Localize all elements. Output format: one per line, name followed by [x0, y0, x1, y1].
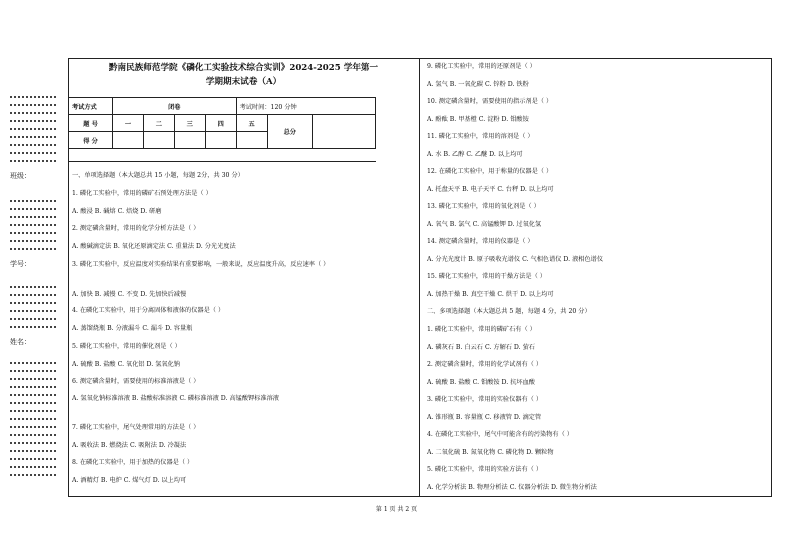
dotted-line: [10, 216, 56, 218]
exam-mode-label: 考试方式: [69, 98, 113, 115]
dotted-line: [10, 326, 56, 328]
answer-options: A. 化学分析法 B. 物理分析法 C. 仪器分析法 D. 微生物分析法: [427, 484, 597, 491]
answer-options: A. 蒸馏烧瓶 B. 分液漏斗 C. 漏斗 D. 容量瓶: [72, 325, 193, 332]
dotted-line: [10, 144, 56, 146]
question-no-label: 题 号: [69, 115, 113, 132]
dotted-line: [10, 310, 56, 312]
dotted-line: [10, 96, 56, 98]
dotted-line: [10, 160, 56, 162]
answer-options: A. 二氧化硫 B. 氮氧化物 C. 磷化物 D. 颗粒物: [427, 449, 554, 456]
dotted-line: [10, 240, 56, 242]
answer-options: A. 吸收法 B. 燃烧法 C. 吸附法 D. 冷凝法: [72, 442, 187, 449]
score-cell-2[interactable]: [143, 132, 174, 149]
question-text: 3. 磷化工实验中，反应温度对实验结果有重要影响，一般来说，反应温度升高，反应速率（ ）: [72, 261, 330, 268]
question-text: 5. 磷化工实验中，常用的实验方法有（ ）: [427, 466, 543, 473]
column-divider: [419, 58, 420, 497]
answer-options: A. 氧气 B. 氯气 C. 高锰酸钾 D. 过氧化氢: [427, 221, 542, 228]
exam-mode-value: 闭卷: [113, 98, 237, 115]
binding-margin: [0, 0, 66, 549]
question-text: 8. 在磷化工实验中，用于加热的仪器是（ ）: [72, 459, 194, 466]
question-text: 6. 测定磷含量时，需要使用的标准溶液是（ ）: [72, 378, 200, 385]
answer-options: A. 水 B. 乙醇 C. 乙醚 D. 以上均可: [427, 151, 523, 158]
total-score-cell[interactable]: [313, 115, 376, 149]
section-separator: [68, 161, 376, 162]
exam-title-line-1: 黔南民族师范学院《磷化工实验技术综合实训》2024-2025 学年第一: [108, 63, 379, 73]
question-text: 7. 磷化工实验中，尾气处理常用的方法是（ ）: [72, 424, 200, 431]
dotted-line: [10, 442, 56, 444]
question-text: 5. 磷化工实验中，常用的催化剂是（ ）: [72, 343, 181, 350]
exam-info-table: [68, 97, 376, 149]
dotted-line: [10, 426, 56, 428]
answer-options: A. 硫酸 B. 盐酸 C. 氧化铝 D. 氢氧化钠: [72, 361, 180, 368]
answer-options: A. 加热干燥 B. 真空干燥 C. 烘干 D. 以上均可: [427, 291, 554, 298]
answer-options: A. 分光光度计 B. 原子吸收光谱仪 C. 气相色谱仪 D. 液相色谱仪: [427, 256, 604, 263]
name-label: 姓名：: [10, 338, 31, 346]
exam-title: [72, 61, 415, 89]
score-cell-4[interactable]: [205, 132, 236, 149]
class-label: 班级：: [10, 172, 31, 180]
question-col-2: 二: [143, 115, 174, 132]
score-label: 得 分: [69, 132, 113, 149]
dotted-line: [10, 112, 56, 114]
dotted-line: [10, 136, 56, 138]
question-text: 4. 在磷化工实验中，尾气中可能含有的污染物有（ ）: [427, 431, 573, 438]
question-text: 9. 磷化工实验中，常用的还原剂是（ ）: [427, 63, 536, 70]
question-text: 12. 在磷化工实验中，用于称量的仪器是（ ）: [427, 168, 553, 175]
answer-options: A. 磷灰石 B. 白云石 C. 方解石 D. 萤石: [427, 344, 535, 351]
dotted-line: [10, 286, 56, 288]
dotted-line: [10, 208, 56, 210]
answer-options: A. 氢氧化钠标准溶液 B. 盐酸标准溶液 C. 磷标准溶液 D. 高锰酸钾标准溶液: [72, 395, 279, 402]
dotted-line: [10, 418, 56, 420]
dotted-line: [10, 434, 56, 436]
dotted-line: [10, 474, 56, 476]
dotted-line: [10, 232, 56, 234]
dotted-line: [10, 294, 56, 296]
question-text: 15. 磷化工实验中，常用的干燥方法是（ ）: [427, 273, 546, 280]
answer-options: A. 锥形瓶 B. 容量瓶 C. 移液管 D. 滴定管: [427, 414, 542, 421]
question-text: 2. 测定磷含量时，常用的化学分析方法是（ ）: [72, 225, 200, 232]
question-col-1: 一: [113, 115, 144, 132]
question-text: 4. 在磷化工实验中，用于分离固体和液体的仪器是（ ）: [72, 307, 225, 314]
answer-options: A. 加快 B. 减慢 C. 不变 D. 先加快后减慢: [72, 291, 187, 298]
question-text: 11. 磷化工实验中，常用的溶剂是（ ）: [427, 133, 534, 140]
question-col-3: 三: [174, 115, 205, 132]
dotted-line: [10, 104, 56, 106]
question-text: 14. 测定磷含量时，常用的仪器是（ ）: [427, 238, 534, 245]
section-heading: 二、多项选择题（本大题总共 5 题，每题 4 分，共 20 分）: [427, 308, 591, 315]
question-text: 1. 磷化工实验中，常用的磷矿石有（ ）: [427, 326, 536, 333]
answer-options: A. 酚酞 B. 甲基橙 C. 淀粉 D. 钼酸铵: [427, 116, 529, 123]
dotted-line: [10, 318, 56, 320]
dotted-line: [10, 152, 56, 154]
question-col-5: 五: [236, 115, 267, 132]
question-text: 2. 测定磷含量时，常用的化学试剂有（ ）: [427, 361, 543, 368]
question-col-4: 四: [205, 115, 236, 132]
answer-options: A. 硫酸 B. 盐酸 C. 钼酸铵 D. 抗坏血酸: [427, 379, 535, 386]
question-text: 3. 磷化工实验中，常用的实验仪器有（ ）: [427, 396, 543, 403]
page-number: 第 1 页 共 2 页: [375, 506, 418, 513]
dotted-line: [10, 120, 56, 122]
score-cell-5[interactable]: [236, 132, 267, 149]
score-cell-1[interactable]: [113, 132, 144, 149]
question-text: 13. 磷化工实验中，常用的氧化剂是（ ）: [427, 203, 540, 210]
score-cell-3[interactable]: [174, 132, 205, 149]
answer-options: A. 酸浸 B. 碱熔 C. 焙烧 D. 研磨: [72, 208, 162, 215]
dotted-line: [10, 302, 56, 304]
exam-time: 考试时间：120 分钟: [236, 98, 375, 115]
dotted-line: [10, 466, 56, 468]
answer-options: A. 氢气 B. 一氧化碳 C. 锌粉 D. 铁粉: [427, 81, 529, 88]
dotted-line: [10, 128, 56, 130]
exam-title-line-2: 学期期末试卷（A）: [205, 77, 282, 87]
dotted-line: [10, 450, 56, 452]
answer-options: A. 托盘天平 B. 电子天平 C. 台秤 D. 以上均可: [427, 186, 554, 193]
answer-options: A. 酸碱滴定法 B. 氧化还原滴定法 C. 重量法 D. 分光光度法: [72, 243, 236, 250]
dotted-line: [10, 362, 56, 364]
dotted-line: [10, 458, 56, 460]
dotted-line: [10, 402, 56, 404]
dotted-line: [10, 394, 56, 396]
question-text: 10. 测定磷含量时，需要使用的指示剂是（ ）: [427, 98, 553, 105]
dotted-line: [10, 248, 56, 250]
dotted-line: [10, 410, 56, 412]
answer-options: A. 酒精灯 B. 电炉 C. 煤气灯 D. 以上均可: [72, 477, 187, 484]
dotted-line: [10, 378, 56, 380]
dotted-line: [10, 224, 56, 226]
dotted-line: [10, 200, 56, 202]
dotted-line: [10, 386, 56, 388]
question-text: 1. 磷化工实验中，常用的磷矿石预处理方法是（ ）: [72, 190, 212, 197]
section-heading: 一、单项选择题（本大题总共 15 小题，每题 2分，共 30 分）: [72, 172, 244, 179]
total-score-label: 总分: [267, 115, 312, 149]
student-id-label: 学号：: [10, 260, 31, 268]
dotted-line: [10, 370, 56, 372]
